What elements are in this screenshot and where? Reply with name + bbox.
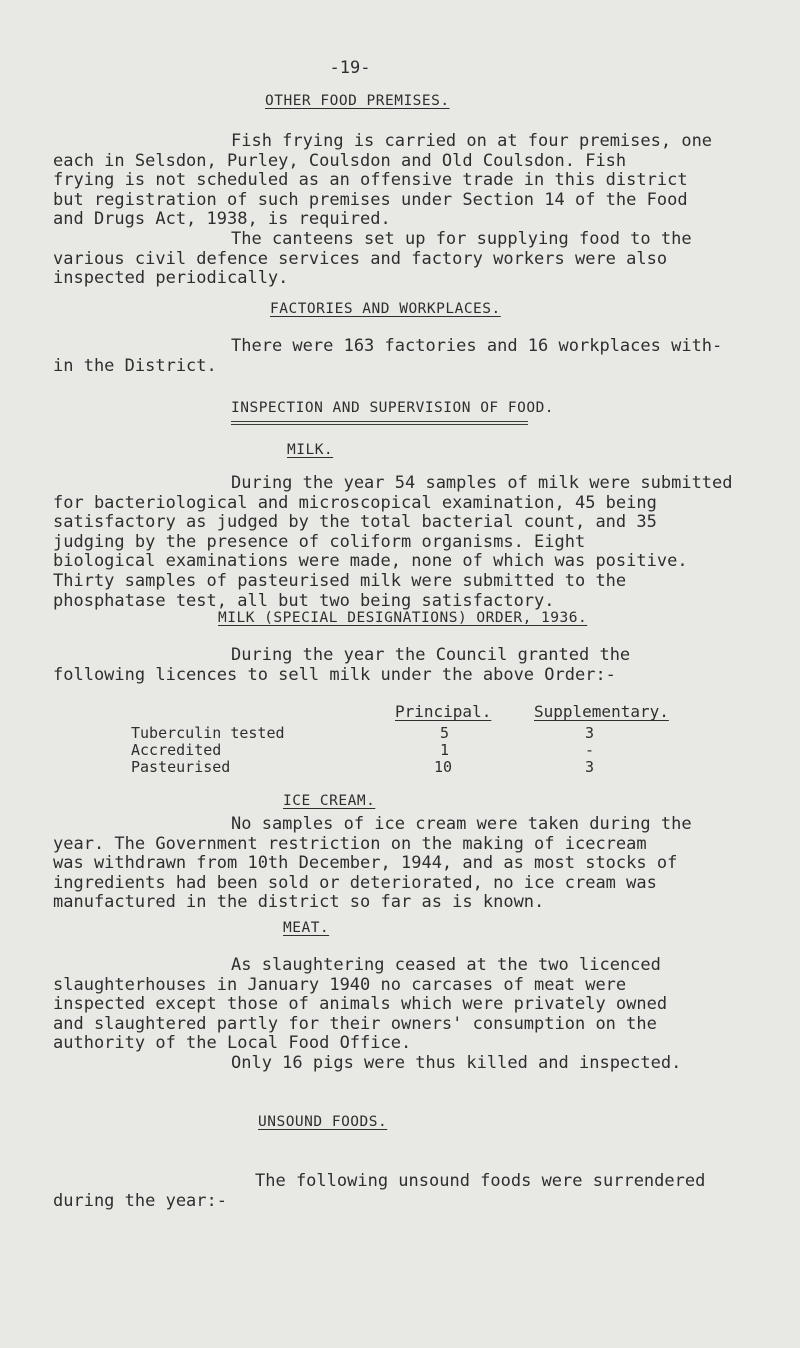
text-line: following licences to sell milk under the above Order:-: [53, 664, 616, 685]
text-line: No samples of ice cream were taken during the: [231, 814, 692, 834]
heading-unsound-foods: UNSOUND FOODS.: [258, 1114, 388, 1130]
para-canteens: [53, 230, 773, 289]
heading-ice-cream: ICE CREAM.: [283, 793, 376, 809]
text-line: manufactured in the district so far as is known.: [53, 892, 545, 913]
para-milk: [53, 474, 773, 611]
table-cell-supplementary: -: [585, 741, 595, 759]
text-line: Thirty samples of pasteurised milk were submitted to the: [53, 570, 627, 591]
table-row-label: Accredited: [131, 741, 222, 759]
table-row-label: Tuberculin tested: [131, 724, 285, 742]
text-line: ingredients had been sold or deteriorated, no ice cream was: [53, 872, 657, 893]
table-cell-principal: 10: [434, 758, 453, 776]
column-header-principal: Principal.: [395, 702, 492, 721]
table-cell-supplementary: 3: [585, 724, 595, 742]
page-number: -19-: [329, 58, 371, 78]
text-line: various civil defence services and factory workers were also: [53, 248, 668, 269]
text-line: During the year 54 samples of milk were submitted: [231, 473, 733, 493]
para-factories: [53, 337, 773, 376]
heading-inspection: INSPECTION AND SUPERVISION OF FOOD.: [231, 400, 555, 416]
text-line: During the year the Council granted the: [231, 645, 631, 665]
table-cell-supplementary: 3: [585, 758, 595, 776]
text-line: The following unsound foods were surrendered: [255, 1171, 706, 1191]
text-line: phosphatase test, all but two being satisfactory.: [53, 590, 555, 611]
text-line: There were 163 factories and 16 workplaces with-: [231, 336, 723, 356]
para-meat: [53, 956, 773, 1054]
para-milk-order: [53, 646, 773, 685]
text-line: Only 16 pigs were thus killed and inspected.: [231, 1053, 682, 1073]
heading-double-rule: [231, 421, 528, 422]
text-line: The canteens set up for supplying food to the: [231, 229, 692, 249]
text-line: and Drugs Act, 1938, is required.: [53, 209, 391, 230]
heading-factories: FACTORIES AND WORKPLACES.: [270, 301, 501, 317]
text-line: inspected periodically.: [53, 268, 289, 289]
heading-meat: MEAT.: [283, 920, 330, 936]
text-line: slaughterhouses in January 1940 no carcases of meat were: [53, 974, 627, 995]
text-line: judging by the presence of coliform organisms. Eight: [53, 531, 586, 552]
text-line: frying is not scheduled as an offensive trade in this district: [53, 170, 688, 191]
heading-milk-order: MILK (SPECIAL DESIGNATIONS) ORDER, 1936.: [218, 610, 588, 626]
para-pigs: [53, 1054, 773, 1074]
text-line: and slaughtered partly for their owners' consumption on the: [53, 1013, 657, 1034]
text-line: inspected except those of animals which were privately owned: [53, 994, 668, 1015]
text-line: year. The Government restriction on the making of icecream: [53, 833, 647, 854]
heading-milk: MILK.: [287, 442, 334, 458]
text-line: for bacteriological and microscopical examination, 45 being: [53, 492, 657, 513]
text-line: authority of the Local Food Office.: [53, 1033, 412, 1054]
table-cell-principal: 5: [440, 724, 450, 742]
text-line: biological examinations were made, none of which was positive.: [53, 551, 688, 572]
text-line: Fish frying is carried on at four premises, one: [231, 131, 713, 151]
column-header-supplementary: Supplementary.: [534, 702, 669, 721]
para-unsound-foods: [53, 1172, 773, 1211]
text-line: in the District.: [53, 355, 217, 376]
heading-other-food-premises: OTHER FOOD PREMISES.: [265, 93, 450, 109]
table-row-label: Pasteurised: [131, 758, 231, 776]
text-line: was withdrawn from 10th December, 1944, and as most stocks of: [53, 853, 678, 874]
table-cell-principal: 1: [440, 741, 450, 759]
text-line: As slaughtering ceased at the two licenced: [231, 955, 661, 975]
para-fish-frying: [53, 132, 773, 230]
text-line: satisfactory as judged by the total bacterial count, and 35: [53, 512, 657, 533]
heading-double-rule: [231, 424, 528, 425]
text-line: during the year:-: [53, 1190, 227, 1211]
text-line: each in Selsdon, Purley, Coulsdon and Old Coulsdon. Fish: [53, 150, 627, 171]
para-ice-cream: [53, 815, 773, 913]
text-line: but registration of such premises under Section 14 of the Food: [53, 189, 688, 210]
